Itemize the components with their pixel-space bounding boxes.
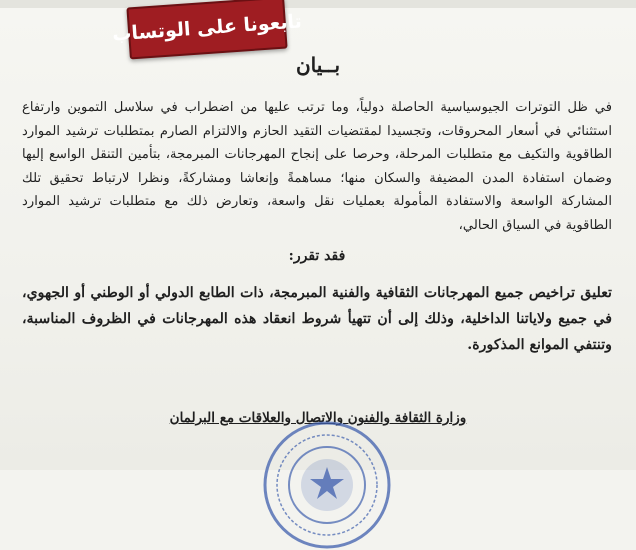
document-title: بــيان [295, 53, 341, 77]
decision-body [22, 280, 612, 358]
intro-paragraph: في ظل التوترات الجيوسياسية الحاصلة دولياً، وما ترتب عليها من اضطراب في سلاسل التموين وارتفاع استثنائي في أسعار المحروقات، وتجسيدا لمقتضيات التقيد الحازم والالتزام الصارم بمتطلبات ترشيد الموارد الطاقوية والتكيف مع متطلبات المرحلة، وحرصا على إنجاح المهرجانات المبرمجة، بتأمين التنقل الواسع إليها وضمان استفادة المدن المضيفة والسكان منها؛ مساهمةً وإنعاشا ومشاركةً، ونظرا لارتباط تحقيق تلك المشاركة الواسعة والاستفادة المأمولة بعمليات نقل واسعة، وتعارض ذلك مع متطلبات ترشيد الموارد الطاقوية في السياق الحالي، [22, 100, 612, 233]
top-edge [0, 0, 636, 8]
ministry-seal-icon [262, 420, 392, 550]
decision-label: فقد تقرر: [288, 248, 346, 264]
document-intro [22, 96, 612, 238]
whatsapp-banner [111, 0, 303, 59]
banner-text: تابعونا على الوتساب [111, 10, 303, 46]
ministry-signature: وزارة الثقافة والفنون والاتصال والعلاقات مع البرلمان [169, 410, 467, 426]
decision-paragraph: تعليق تراخيص جميع المهرجانات الثقافية والفنية المبرمجة، ذات الطابع الدولي أو الوطني أو الجهوي، في جميع ولاياتنا الداخلية، وذلك إلى أن تتهيأ شروط انعقاد هذه المهرجانات في الظروف المناسبة، وتنتفي الموانع المذكورة. [22, 285, 612, 353]
